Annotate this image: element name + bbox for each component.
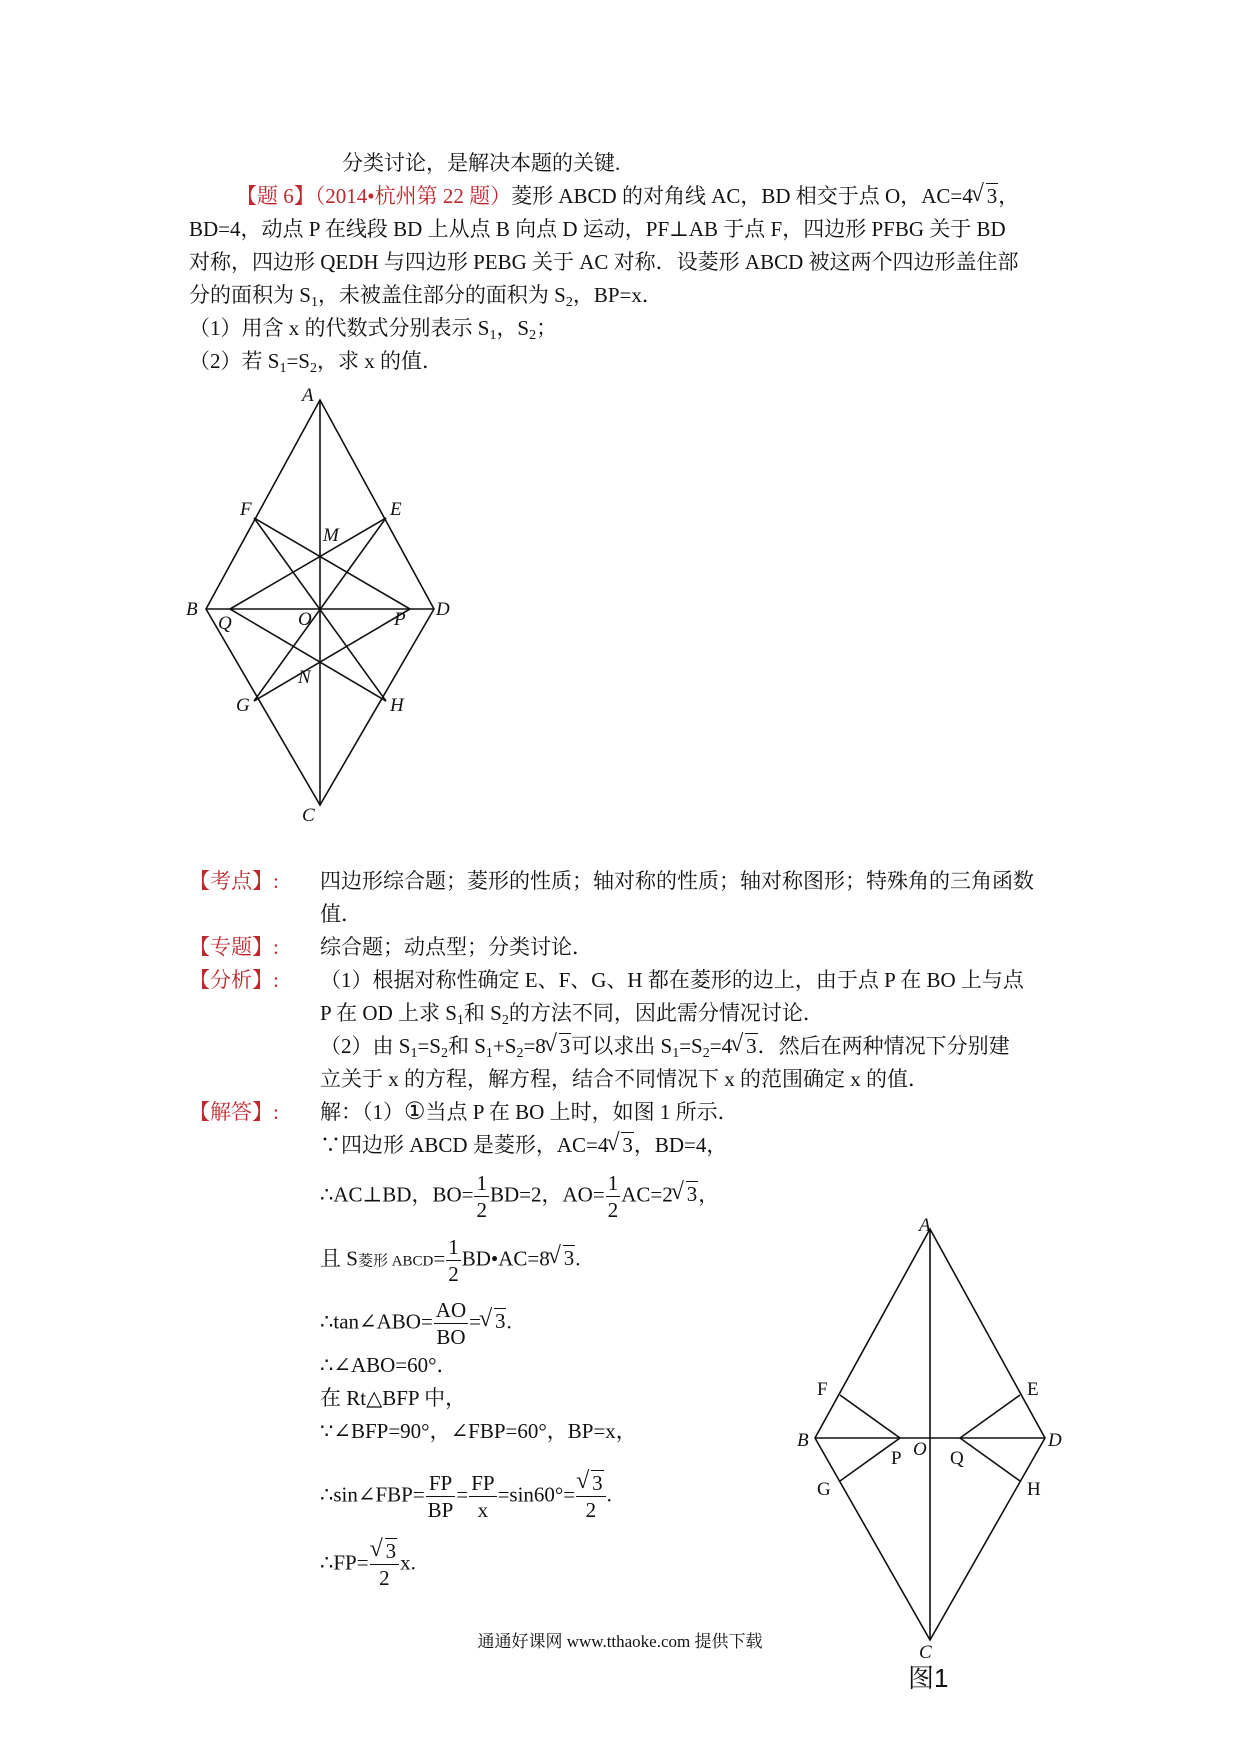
problem-label: 【题 6】（2014•杭州第 22 题）: [236, 184, 512, 208]
fraction-fp-x: $\frac{FP}{x}$: [471, 1471, 495, 1522]
label-h: H: [390, 695, 404, 716]
jieda-line-4: 且 S菱形 ABCD= $\frac{1}{2}$ BD•AC=8√ 3.: [320, 1234, 581, 1287]
problem-line-2: BD=4，动点 P 在线段 BD 上从点 B 向点 D 运动，PF⊥AB 于点 F，四边形 PFBG 关于 BD: [189, 217, 1006, 241]
label-f: F: [240, 499, 252, 520]
footer-text: 通通好课网 www.tthaoke.com 提供下载: [477, 1632, 763, 1651]
kaodian-text-2: 值．: [320, 902, 362, 926]
question-1: （1）用含 x 的代数式分别表示 $S_1$，$S_2$；: [189, 316, 558, 343]
label-o: O: [298, 609, 312, 630]
jieda-line-2: ∵四边形 ABCD 是菱形，AC=4√ 3，BD=4，: [320, 1130, 727, 1160]
label-o-2: O: [913, 1439, 927, 1460]
fenxi-line-4: 立关于 x 的方程，解方程，结合不同情况下 x 的范围确定 x 的值．: [320, 1067, 929, 1091]
segment-qe: [230, 518, 386, 609]
intro-text: 分类讨论，是解决本题的关键.: [342, 151, 621, 175]
label-b-2: B: [797, 1430, 809, 1451]
fraction-sqrt3-2: √ $\frac{3}{2}$: [576, 1470, 606, 1523]
label-p-2: P: [891, 1448, 902, 1469]
label-c-2: C: [919, 1642, 932, 1660]
segment-fp-2: [840, 1395, 900, 1438]
problem-line-4: 分的面积为 $S_1$，未被盖住部分的面积为 $S_2$，BP=x．: [189, 283, 663, 310]
label-b: B: [186, 599, 198, 620]
problem-figure: [180, 385, 470, 830]
zhuanti-label: 【专题】:: [189, 935, 279, 959]
label-e-2: E: [1027, 1379, 1039, 1400]
fenxi-line-1: （1）根据对称性确定 E、F、G、H 都在菱形的边上，由于点 P 在 BO 上与点: [320, 968, 1024, 992]
fraction-half: $\frac{1}{2}$: [607, 1171, 619, 1222]
label-q-2: Q: [950, 1448, 964, 1469]
label-g-2: G: [817, 1479, 831, 1500]
jieda-line-6: ∴∠ABO=60°．: [320, 1353, 458, 1377]
label-e: E: [390, 499, 402, 520]
label-g: G: [236, 695, 250, 716]
segment-eq-2: [960, 1395, 1020, 1438]
problem-line-1: 【题 6】（2014•杭州第 22 题）菱形 ABCD 的对角线 AC，BD 相交于点 O，AC=4√ 3，: [236, 181, 1019, 211]
label-d-2: D: [1048, 1430, 1062, 1451]
segment-hq-2: [960, 1438, 1020, 1481]
label-h-2: H: [1027, 1479, 1041, 1500]
segment-pg: [254, 609, 410, 701]
jieda-line-1: 解：（1）①当点 P 在 BO 上时，如图 1 所示．: [320, 1099, 739, 1125]
jieda-line-9: ∴sin∠FBP= $\frac{FP}{BP}$ = $\frac{FP}{x}$ =sin60°= √ $\frac{3}{2}$ .: [320, 1470, 612, 1523]
kaodian-text-1: 四边形综合题；菱形的性质；轴对称的性质；轴对称图形；特殊角的三角函数: [320, 869, 1034, 893]
jieda-line-7: 在 Rt△BFP 中，: [320, 1386, 467, 1410]
figure-title: 图1: [908, 1663, 949, 1693]
fraction-half: $\frac{1}{2}$: [476, 1171, 487, 1222]
jieda-line-8: ∵∠BFP=90°，∠FBP=60°，BP=x，: [320, 1419, 637, 1443]
zhuanti-text: 综合题；动点型；分类讨论．: [320, 935, 593, 959]
label-m: M: [323, 525, 339, 546]
jieda-line-10: ∴FP= √ $\frac{3}{2}$ x.: [320, 1538, 416, 1591]
label-a: A: [302, 385, 314, 406]
fenxi-line-2: P 在 OD 上求 $S_1$和 $S_2$的方法不同，因此需分情况讨论．: [320, 1001, 824, 1028]
fraction-fp-bp: $\frac{FP}{BP}$: [427, 1471, 454, 1522]
label-d: D: [436, 599, 450, 620]
jieda-line-5: ∴tan∠ABO= $\frac{AO}{BO}$ =√ 3.: [320, 1297, 512, 1350]
fraction-half: $\frac{1}{2}$: [448, 1235, 459, 1286]
label-n: N: [298, 667, 311, 688]
label-c: C: [302, 805, 315, 826]
sqrt-symbol: √ 3: [973, 181, 999, 211]
fraction-sqrt3-2: √ $\frac{3}{2}$: [370, 1538, 400, 1591]
label-f-2: F: [817, 1379, 828, 1400]
solution-figure: [795, 1215, 1085, 1660]
label-a-2: A: [919, 1215, 931, 1236]
problem-line-3: 对称，四边形 QEDH 与四边形 PEBG 关于 AC 对称．设菱形 ABCD 被这两个四边形盖住部: [189, 250, 1019, 274]
fenxi-label: 【分析】:: [189, 968, 279, 992]
kaodian-label: 【考点】:: [189, 869, 279, 893]
label-q: Q: [218, 613, 232, 634]
fraction-ao-bo: $\frac{AO}{BO}$: [435, 1298, 467, 1349]
label-p: P: [394, 609, 406, 630]
jieda-line-3: ∴AC⊥BD，BO= $\frac{1}{2}$ BD=2，AO= $\frac{1}{2}$ AC=2√ 3，: [320, 1170, 719, 1223]
question-2: （2）若 $S_1=S_2$，求 x 的值．: [189, 349, 443, 376]
jieda-label: 【解答】:: [189, 1100, 279, 1124]
fenxi-line-3: （2）由 $S_1=S_2$和 $S_1+S_2=8√$ 3可以求出 $S_1=S_2=4√$ 3．然后在两种情况下分别建: [320, 1031, 1010, 1069]
